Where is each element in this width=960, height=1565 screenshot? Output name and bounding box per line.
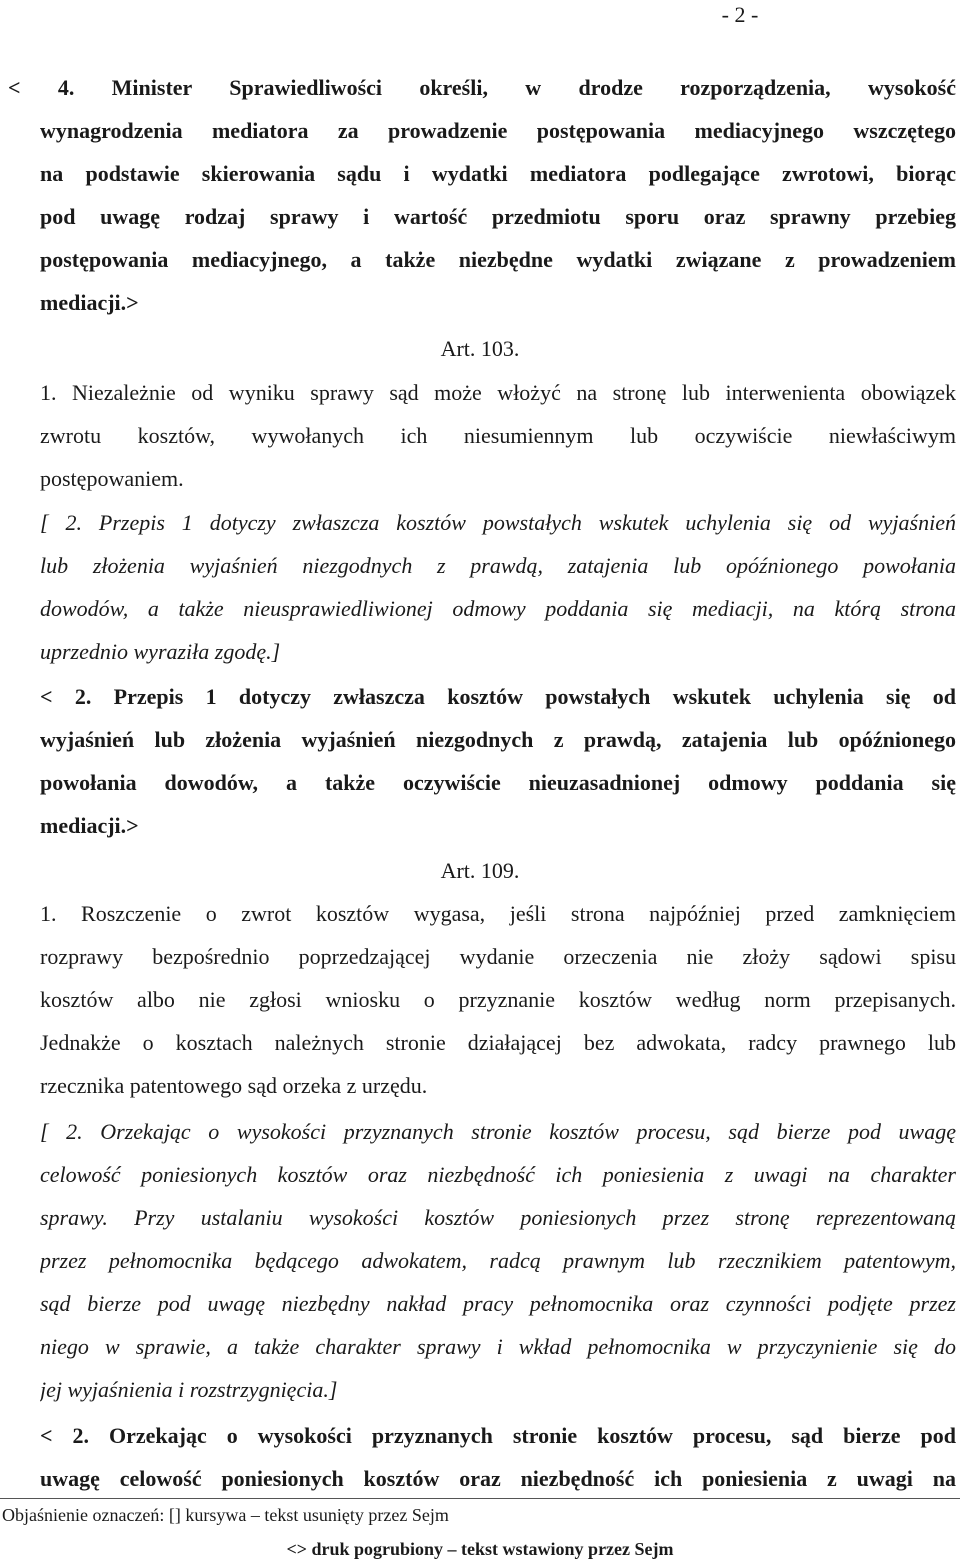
text-line: 1. Roszczenie o zwrot kosztów wygasa, jeśli strona najpóźniej przed zamknięciem — [40, 901, 956, 926]
text-line: pod uwagę rodzaj sprawy i wartość przedmiotu sporu oraz sprawny przebieg — [40, 204, 956, 229]
legend-removed-text: Objaśnienie oznaczeń: [] kursywa – tekst usunięty przez Sejm — [2, 1505, 449, 1525]
text-line: sąd bierze pod uwagę niezbędny nakład pracy pełnomocnika oraz czynności podjęte przez — [40, 1291, 956, 1316]
section-4-inserted — [8, 66, 956, 109]
art109-paragraph-2-removed — [40, 1110, 956, 1411]
text-line: wyjaśnień lub złożenia wyjaśnień niezgodnych z prawdą, zatajenia lub opóźnionego — [40, 727, 956, 752]
text-line: < 2. Orzekając o wysokości przyznanych stronie kosztów procesu, sąd bierze pod — [40, 1423, 956, 1448]
text-line: dowodów, a także nieusprawiedliwionej odmowy poddania się mediacji, na którą strona — [40, 596, 956, 621]
text-line: uprzednio wyraziła zgodę.] — [40, 639, 281, 664]
text-line: 1. Niezależnie od wyniku sprawy sąd może włożyć na stronę lub interwenienta obowiązek — [40, 380, 956, 405]
text-line: Jednakże o kosztach należnych stronie działającej bez adwokata, radcy prawnego lub — [40, 1030, 956, 1055]
art103-paragraph-1 — [40, 371, 956, 500]
art109-paragraph-2-inserted — [40, 1414, 956, 1500]
text-line: postępowaniem. — [40, 466, 184, 491]
art103-paragraph-2-inserted — [40, 675, 956, 847]
text-line: mediacji.> — [40, 813, 139, 838]
text-line: powołania dowodów, a także oczywiście nieuzasadnionej odmowy poddania się — [40, 770, 956, 795]
text-line: rozprawy bezpośrednio poprzedzającej wydanie orzeczenia nie złoży sądowi spisu — [40, 944, 956, 969]
text-line: uwagę celowość poniesionych kosztów oraz niezbędność ich poniesienia z uwagi na — [40, 1466, 956, 1491]
legend-inserted-text: <> druk pogrubiony – tekst wstawiony przez Sejm — [286, 1539, 674, 1559]
text-line: zwrotu kosztów, wywołanych ich niesumiennym lub oczywiście niewłaściwym — [40, 423, 956, 448]
text-line: mediacji.> — [40, 290, 139, 315]
text-line: rzecznika patentowego sąd orzeka z urzędu. — [40, 1073, 428, 1098]
text-line: lub złożenia wyjaśnień niezgodnych z prawdą, zatajenia lub opóźnionego powołania — [40, 553, 956, 578]
text-line: [ 2. Przepis 1 dotyczy zwłaszcza kosztów powstałych wskutek uchylenia się od wyjaśnień — [40, 510, 956, 535]
text-line: przez pełnomocnika będącego adwokatem, radcą prawnym lub rzecznikiem patentowym, — [40, 1248, 956, 1273]
text-line: sprawy. Przy ustalaniu wysokości kosztów poniesionych przez stronę reprezentowaną — [40, 1205, 956, 1230]
article-103-heading: Art. 103. — [440, 336, 520, 361]
text-line: jej wyjaśnienia i rozstrzygnięcia.] — [40, 1377, 338, 1402]
text-line: [ 2. Orzekając o wysokości przyznanych stronie kosztów procesu, sąd bierze pod uwagę — [40, 1119, 956, 1144]
text-line: na podstawie skierowania sądu i wydatki mediatora podlegające zwrotowi, biorąc — [40, 161, 956, 186]
text-line: < 2. Przepis 1 dotyczy zwłaszcza kosztów powstałych wskutek uchylenia się od — [40, 684, 956, 709]
article-109-heading: Art. 109. — [440, 858, 520, 883]
footer-divider — [0, 1498, 960, 1499]
text-line: kosztów albo nie zgłosi wniosku o przyznanie kosztów według norm przepisanych. — [40, 987, 956, 1012]
text-line: postępowania mediacyjnego, a także niezbędne wydatki związane z prowadzeniem — [40, 247, 956, 272]
text-line: wynagrodzenia mediatora za prowadzenie postępowania mediacyjnego wszczętego — [40, 118, 956, 143]
page-number: - 2 - — [721, 2, 759, 27]
section-4-inserted-cont — [40, 109, 956, 324]
text-line: celowość poniesionych kosztów oraz niezbędność ich poniesienia z uwagi na charakter — [40, 1162, 956, 1187]
art109-paragraph-1 — [40, 892, 956, 1107]
text-line: < 4. Minister Sprawiedliwości określi, w drodze rozporządzenia, wysokość — [8, 75, 956, 100]
text-line: niego w sprawie, a także charakter sprawy i wkład pełnomocnika w przyczynienie się do — [40, 1334, 956, 1359]
art103-paragraph-2-removed — [40, 501, 956, 673]
